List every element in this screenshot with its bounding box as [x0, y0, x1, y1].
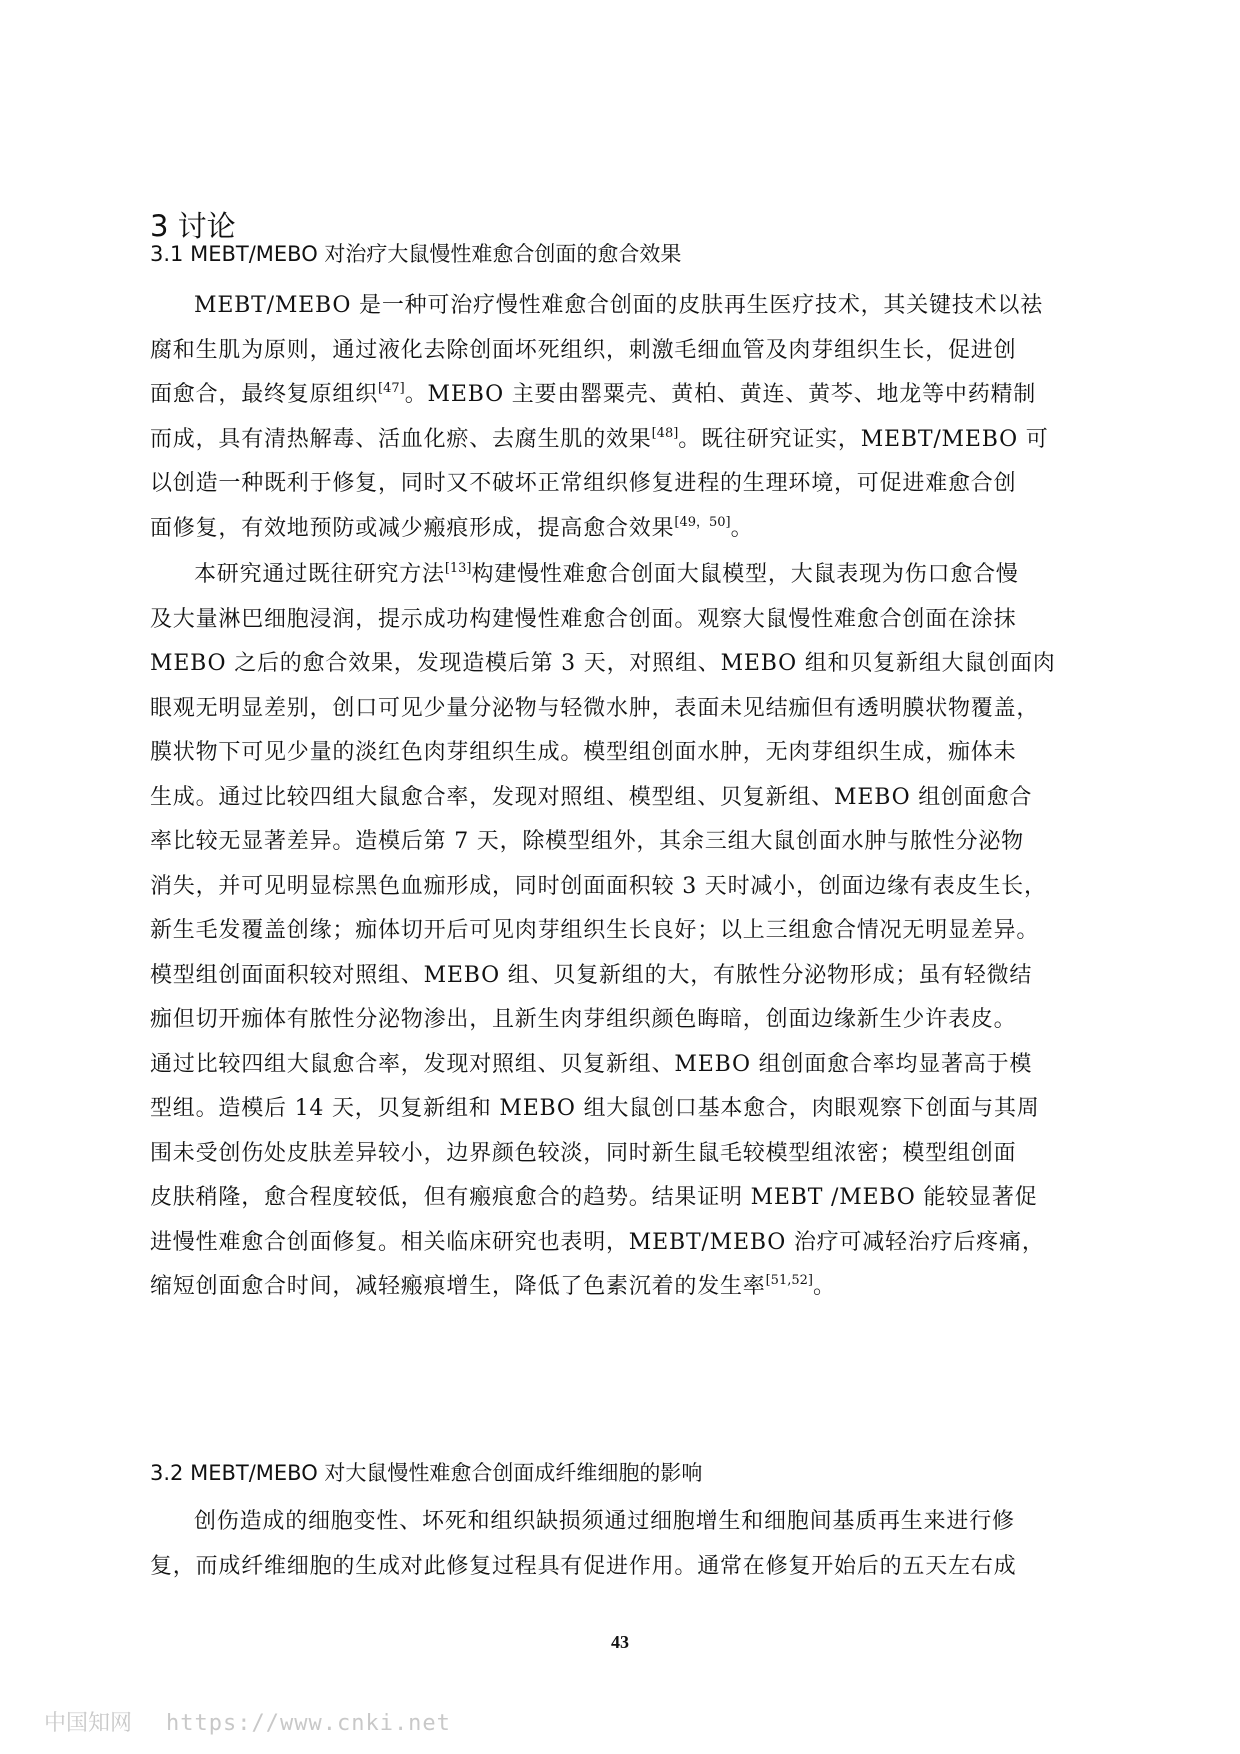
citation: [48]	[651, 425, 679, 441]
text-line: MEBT/MEBO 是一种可治疗慢性难愈合创面的皮肤再生医疗技术，其关键技术以祛	[194, 293, 1044, 318]
text-line: 而成，具有清热解毒、活血化瘀、去腐生肌的效果[48]。既往研究证实，MEBT/MEBO 可	[150, 425, 1049, 452]
paragraph-3	[150, 1500, 1100, 1589]
paragraph-2	[150, 553, 1100, 1310]
text-line: 缩短创面愈合时间，减轻瘢痕增生，降低了色素沉着的发生率[51,52]。	[150, 1273, 836, 1299]
text-line: 通过比较四组大鼠愈合率，发现对照组、贝复新组、MEBO 组创面愈合率均显著高于模	[150, 1051, 1033, 1077]
citation: [49，50]	[674, 514, 731, 530]
text-line: 新生毛发覆盖创缘；痂体切开后可见肉芽组织生长良好；以上三组愈合情况无明显差异。	[150, 918, 1040, 943]
text-line: 创伤造成的细胞变性、坏死和组织缺损须通过细胞增生和细胞间基质再生来进行修	[194, 1509, 1015, 1534]
citation: [13]	[444, 561, 472, 576]
text-line: 消失，并可见明显棕黑色血痂形成，同时创面面积较 3 天时减小，创面边缘有表皮生长，	[150, 873, 1047, 899]
text-line: 模型组创面面积较对照组、MEBO 组、贝复新组的大，有脓性分泌物形成；虽有轻微结	[150, 962, 1033, 988]
citation: [47]	[378, 381, 405, 396]
watermark-url: https://www.cnki.net	[166, 1711, 451, 1736]
text-line: 型组。造模后 14 天，贝复新组和 MEBO 组大鼠创口基本愈合，肉眼观察下创面与其周	[150, 1096, 1040, 1121]
text-line: 本研究通过既往研究方法[13]构建慢性难愈合创面大鼠模型，大鼠表现为伤口愈合慢	[194, 561, 1019, 587]
text-line: 率比较无显著差异。造模后第 7 天，除模型组外，其余三组大鼠创面水肿与脓性分泌物	[150, 829, 1024, 854]
text-line: 痂但切开痂体有脓性分泌物渗出，且新生肉芽组织颜色晦暗，创面边缘新生少许表皮。	[150, 1007, 1017, 1032]
text-line: 复，而成纤维细胞的生成对此修复过程具有促进作用。通常在修复开始后的五天左右成	[150, 1553, 1017, 1579]
text-line: 皮肤稍隆，愈合程度较低，但有瘢痕愈合的趋势。结果证明 MEBT /MEBO 能较显著促	[150, 1185, 1038, 1210]
text-line: 以创造一种既利于修复，同时又不破坏正常组织修复进程的生理环境，可促进难愈合创	[150, 471, 1017, 496]
text-line: 膜状物下可见少量的淡红色肉芽组织生成。模型组创面水肿，无肉芽组织生成，痂体未	[150, 740, 1017, 765]
text-line: 围未受创伤处皮肤差异较小，边界颜色较淡，同时新生鼠毛较模型组浓密；模型组创面	[150, 1140, 1017, 1166]
text-line: 面修复，有效地预防或减少瘢痕形成，提高愈合效果[49，50]。	[150, 514, 754, 541]
cnki-watermark	[44, 1706, 451, 1737]
text-line: 进慢性难愈合创面修复。相关临床研究也表明，MEBT/MEBO 治疗可减轻治疗后疼痛，	[150, 1229, 1045, 1255]
text-line: 眼观无明显差别，创口可见少量分泌物与轻微水肿，表面未见结痂但有透明膜状物覆盖，	[150, 695, 1040, 721]
text-line: 面愈合，最终复原组织[47]。MEBO 主要由罂粟壳、黄柏、黄连、黄芩、地龙等中药精制	[150, 381, 1037, 407]
text-line: 腐和生肌为原则，通过液化去除创面坏死组织，刺激毛细血管及肉芽组织生长，促进创	[150, 337, 1017, 363]
section-heading: 3 讨论	[150, 209, 236, 243]
subsection-heading-3-1: 3.1 MEBT/MEBO 对治疗大鼠慢性难愈合创面的愈合效果	[150, 242, 682, 266]
text-line: 生成。通过比较四组大鼠愈合率，发现对照组、模型组、贝复新组、MEBO 组创面愈合	[150, 784, 1033, 810]
subsection-heading-3-2: 3.2 MEBT/MEBO 对大鼠慢性难愈合创面成纤维细胞的影响	[150, 1461, 703, 1485]
watermark-brand: 中国知网	[44, 1711, 133, 1736]
text-line: 及大量淋巴细胞浸润，提示成功构建慢性难愈合创面。观察大鼠慢性难愈合创面在涂抹	[150, 606, 1017, 632]
page-number: 43	[611, 1632, 629, 1652]
paragraph-1	[150, 284, 1100, 551]
text-line: MEBO 之后的愈合效果，发现造模后第 3 天，对照组、MEBO 组和贝复新组大鼠创面肉	[150, 651, 1056, 676]
citation: [51,52]	[765, 1273, 813, 1288]
